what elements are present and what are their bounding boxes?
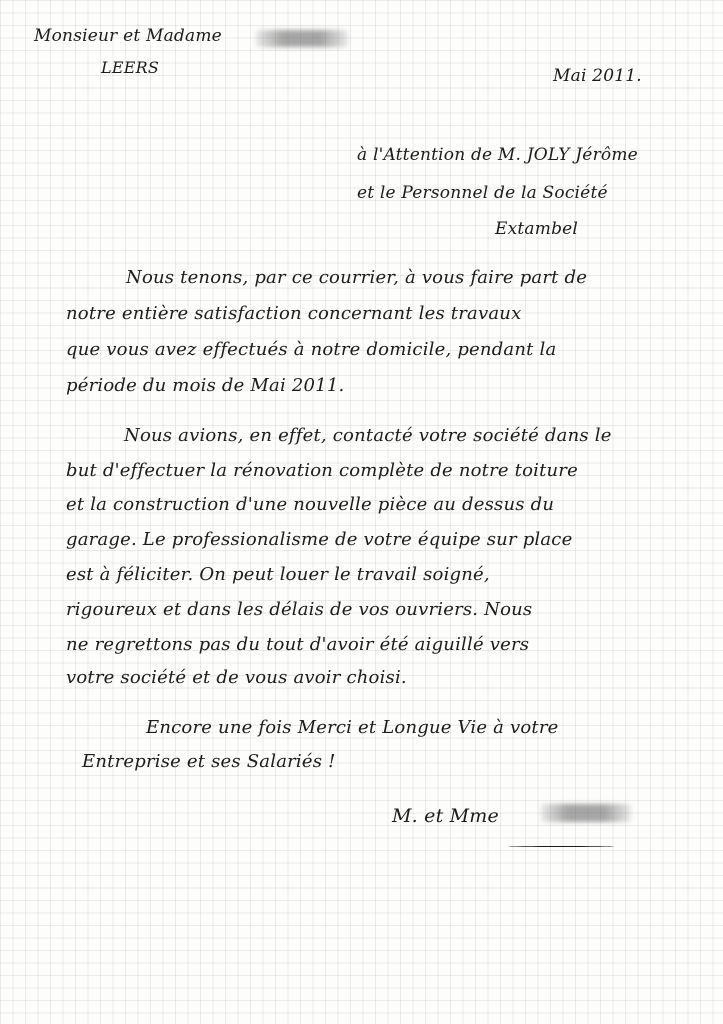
letter-date: Mai 2011.: [553, 66, 642, 86]
body-line: Nous avions, en effet, contacté votre société dans le: [124, 425, 612, 446]
recipient-line-3: Extambel: [495, 219, 579, 239]
redacted-surname: [256, 30, 348, 47]
signature-text: M. et Mme: [392, 805, 499, 827]
body-line: rigoureux et dans les délais de vos ouvriers. Nous: [66, 599, 533, 620]
redacted-signature-name: [541, 804, 631, 822]
body-line: notre entière satisfaction concernant les travaux: [66, 303, 522, 324]
recipient-line-1: à l'Attention de M. JOLY Jérôme: [357, 145, 638, 165]
body-line: et la construction d'une nouvelle pièce au dessus du: [66, 494, 555, 515]
body-line: ne regrettons pas du tout d'avoir été aiguillé vers: [66, 634, 530, 655]
body-line: Encore une fois Merci et Longue Vie à votre: [146, 717, 559, 738]
body-line: Entreprise et ses Salariés !: [82, 751, 336, 772]
recipient-line-2: et le Personnel de la Société: [357, 183, 608, 203]
body-line: Nous tenons, par ce courrier, à vous faire part de: [126, 267, 588, 288]
signature-underline: [508, 846, 614, 847]
body-line: que vous avez effectués à notre domicile, pendant la: [66, 339, 557, 360]
body-line: votre société et de vous avoir choisi.: [66, 667, 407, 688]
body-line: but d'effectuer la rénovation complète de notre toiture: [66, 460, 578, 481]
body-line: est à féliciter. On peut louer le travail soigné,: [66, 564, 490, 585]
sender-city: LEERS: [101, 58, 159, 77]
body-line: garage. Le professionalisme de votre équipe sur place: [66, 529, 573, 550]
sender-name: Monsieur et Madame: [34, 26, 222, 46]
body-line: période du mois de Mai 2011.: [66, 375, 345, 396]
